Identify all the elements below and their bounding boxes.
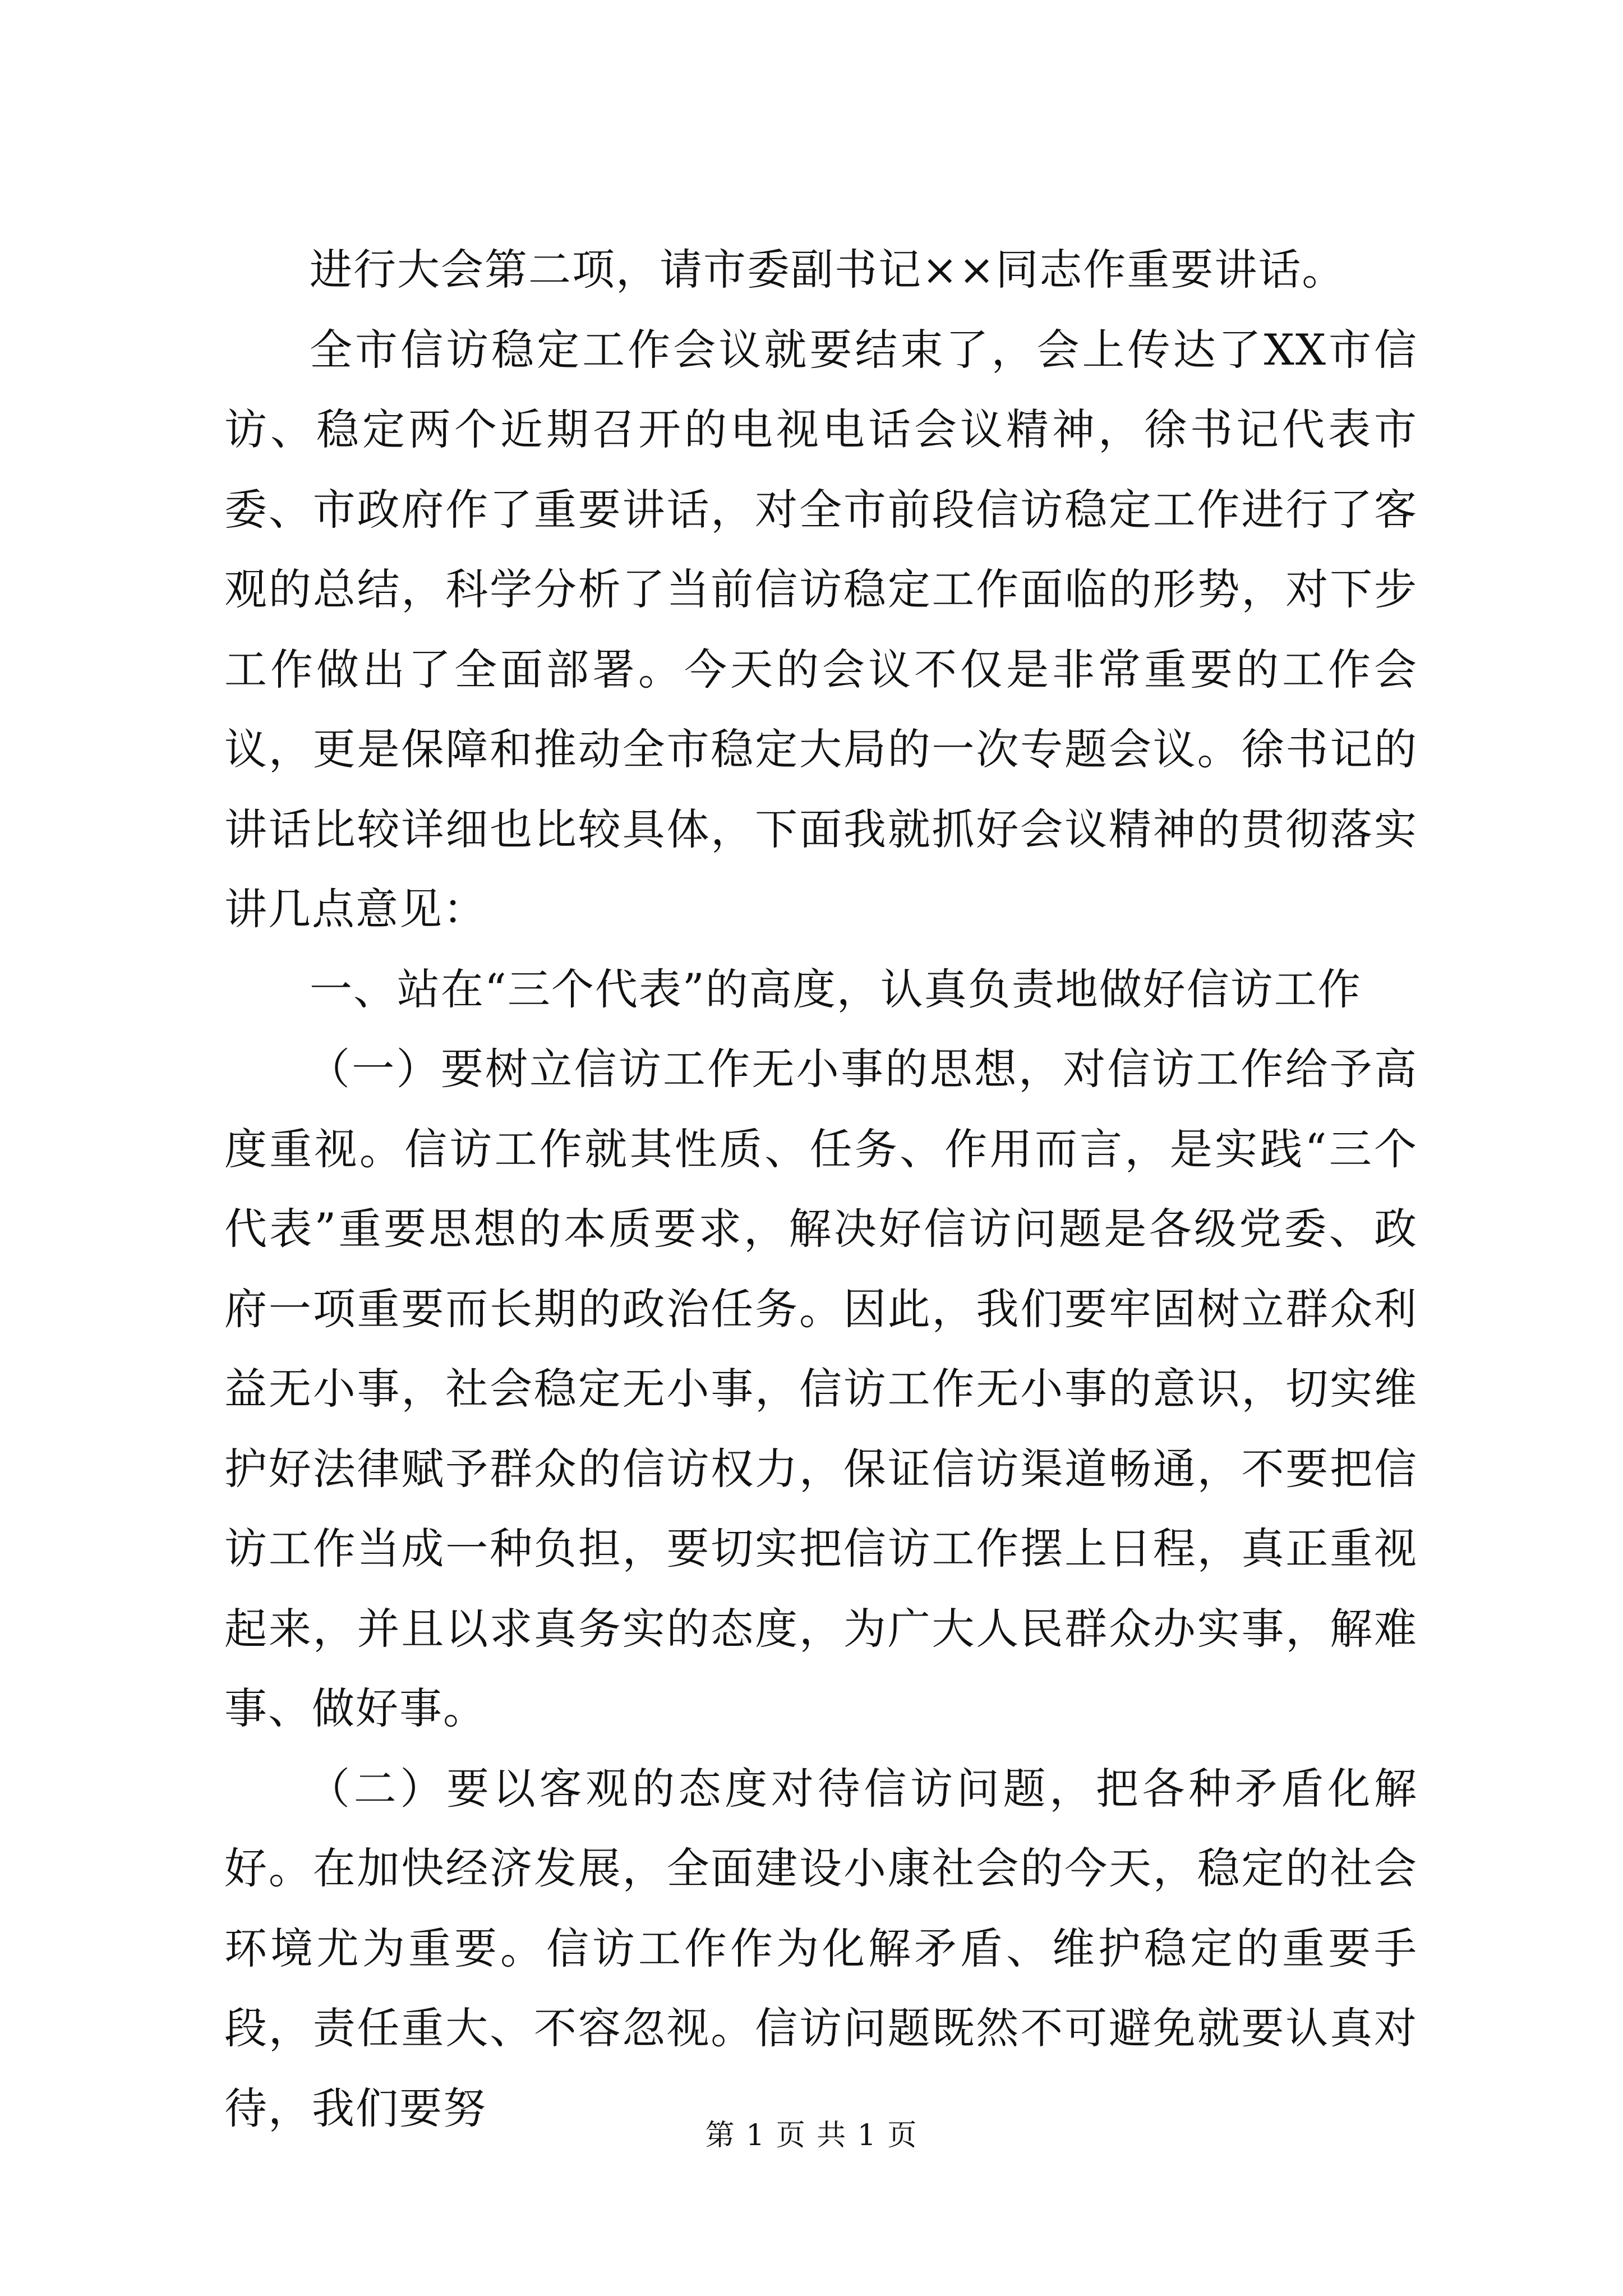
page-footer: 第 1 页 共 1 页 xyxy=(705,2119,918,2152)
paragraph-opening: 进行大会第二项，请市委副书记××同志作重要讲话。 xyxy=(310,245,1346,295)
paragraph-subsection-two: （二）要以客观的态度对待信访问题，把各种矛盾化解好。在加快经济发展，全面建设小康社会的今天，稳定的社会环境尤为重要。信访工作作为化解矛盾、维护稳定的重要手段，责任重大、不容忽视。信访问题既然不可避免就要认真对待，我们要努 xyxy=(224,1763,1418,2133)
paragraph-summary: 全市信访稳定工作会议就要结束了，会上传达了XX市信访、稳定两个近期召开的电视电话会议精神，徐书记代表市委、市政府作了重要讲话，对全市前段信访稳定工作进行了客观的总结，科学分析了当前信访稳定工作面临的形势，对下步工作做出了全面部署。今天的会议不仅是非常重要的工作会议，更是保障和推动全市稳定大局的一次专题会议。徐书记的讲话比较详细也比较具体，下面我就抓好会议精神的贯彻落实讲几点意见： xyxy=(224,324,1418,934)
paragraph-subsection-one: （一）要树立信访工作无小事的思想，对信访工作给予高度重视。信访工作就其性质、任务、作用而言，是实践“三个代表”重要思想的本质要求，解决好信访问题是各级党委、政府一项重要而长期的政治任务。因此，我们要牢固树立群众利益无小事，社会稳定无小事，信访工作无小事的意识，切实维护好法律赋予群众的信访权力，保证信访渠道畅通，不要把信访工作当成一种负担，要切实把信访工作摆上日程，真正重视起来，并且以求真务实的态度，为广大人民群众办实事，解难事、做好事。 xyxy=(224,1044,1418,1733)
section-heading-one: 一、站在“三个代表”的高度，认真负责地做好信访工作 xyxy=(310,964,1362,1014)
document-body xyxy=(224,230,1418,2148)
